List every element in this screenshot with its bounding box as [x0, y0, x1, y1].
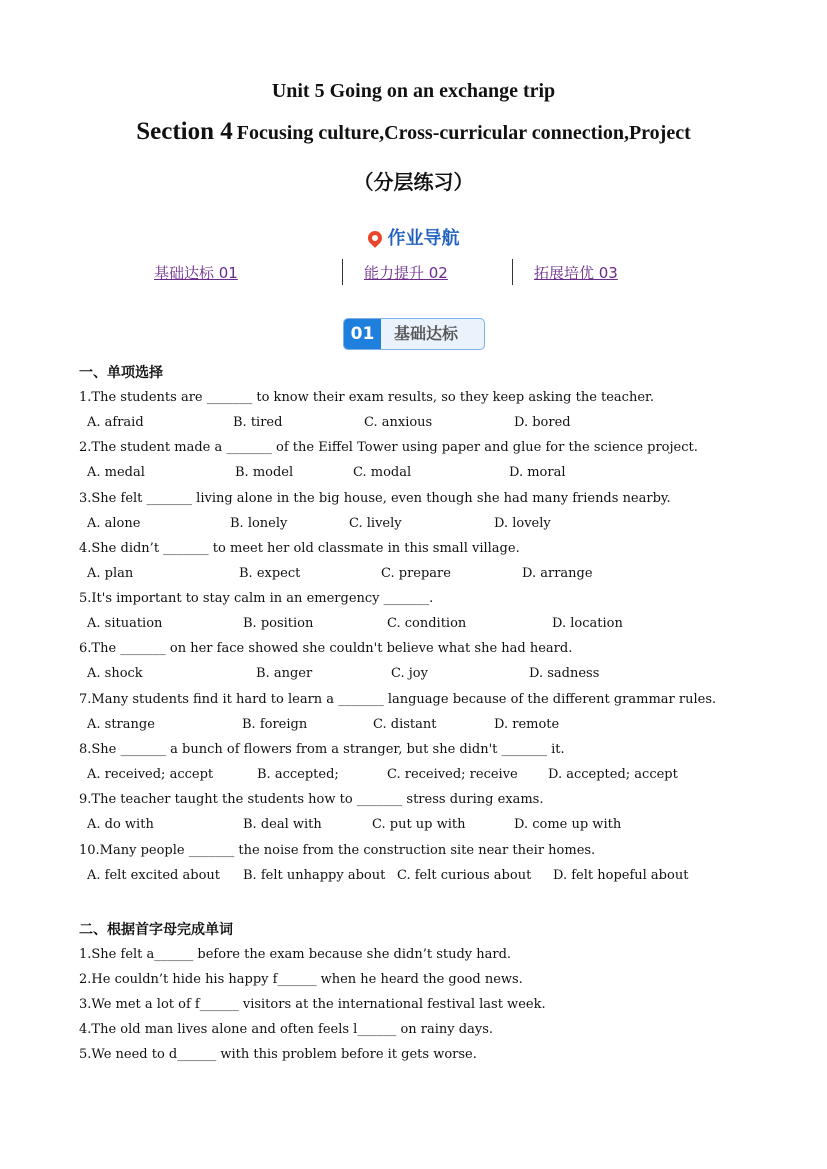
answer-option: A. afraid: [87, 415, 144, 430]
answer-option: C. distant: [373, 717, 437, 732]
nav-title-text: 作业导航: [387, 228, 460, 249]
section-number: Section 4: [136, 118, 233, 145]
badge-number: 01: [344, 319, 381, 349]
answer-option: A. strange: [87, 717, 155, 732]
location-pin-icon: [365, 228, 385, 248]
answer-option: D. moral: [509, 465, 566, 480]
question-stem: 7.Many students find it hard to learn a _______ language because of the different grammar rules.: [79, 692, 717, 707]
answer-option: C. joy: [391, 666, 428, 681]
answer-option: A. received; accept: [87, 767, 214, 782]
answer-option: C. prepare: [381, 566, 451, 581]
answer-option: C. felt curious about: [397, 868, 532, 883]
answer-option: B. model: [235, 465, 294, 480]
nav-link-ability[interactable]: 能力提升 02: [364, 264, 448, 282]
answer-option: D. arrange: [522, 566, 593, 581]
question-stem: 1.The students are _______ to know their exam results, so they keep asking the teacher.: [79, 390, 654, 405]
answer-option: C. condition: [387, 616, 467, 631]
answer-option: A. do with: [87, 817, 154, 832]
question-stem: 4.She didn’t _______ to meet her old classmate in this small village.: [79, 541, 520, 556]
answer-option: D. come up with: [514, 817, 622, 832]
answer-option: A. medal: [87, 465, 145, 480]
part1-heading: 一、单项选择: [79, 365, 163, 381]
fill-in-question: 3.We met a lot of f______ visitors at the international festival last week.: [79, 997, 546, 1012]
answer-option: D. bored: [514, 415, 571, 430]
answer-option: B. anger: [256, 666, 313, 681]
answer-option: B. felt unhappy about: [243, 868, 386, 883]
answer-option: B. deal with: [243, 817, 322, 832]
answer-option: B. position: [243, 616, 314, 631]
answer-option: C. put up with: [372, 817, 466, 832]
nav-divider: [512, 259, 513, 285]
question-stem: 6.The _______ on her face showed she couldn't believe what she had heard.: [79, 641, 573, 656]
answer-option: A. situation: [87, 616, 163, 631]
question-stem: 8.She _______ a bunch of flowers from a stranger, but she didn't _______ it.: [79, 742, 565, 757]
unit-title: Unit 5 Going on an exchange trip: [271, 80, 556, 102]
fill-in-question: 1.She felt a______ before the exam because she didn’t study hard.: [79, 947, 512, 962]
answer-option: D. location: [552, 616, 623, 631]
answer-option: B. expect: [239, 566, 301, 581]
answer-option: C. lively: [349, 516, 402, 531]
nav-divider: [342, 259, 343, 285]
answer-option: D. remote: [494, 717, 560, 732]
answer-option: A. alone: [87, 516, 141, 531]
answer-option: B. lonely: [230, 516, 288, 531]
question-stem: 3.She felt _______ living alone in the big house, even though she had many friends nearby.: [79, 491, 671, 506]
answer-option: A. felt excited about: [87, 868, 221, 883]
fill-in-question: 2.He couldn’t hide his happy f______ when he heard the good news.: [79, 972, 523, 987]
answer-option: A. plan: [87, 566, 134, 581]
answer-option: A. shock: [87, 666, 143, 681]
subtitle: （分层练习）: [353, 170, 474, 194]
answer-option: C. modal: [353, 465, 412, 480]
answer-option: C. received; receive: [387, 767, 518, 782]
section-badge: [343, 318, 485, 350]
section-title: [0, 118, 827, 146]
question-stem: 9.The teacher taught the students how to _______ stress during exams.: [79, 792, 544, 807]
answer-option: B. accepted;: [257, 767, 339, 782]
answer-option: B. foreign: [242, 717, 308, 732]
section-topic: Focusing culture,Cross-curricular connection,Project: [236, 122, 691, 144]
fill-in-question: 4.The old man lives alone and often feels l______ on rainy days.: [79, 1022, 493, 1037]
nav-link-basic[interactable]: 基础达标 01: [154, 264, 238, 282]
answer-option: D. felt hopeful about: [553, 868, 689, 883]
fill-in-question: 5.We need to d______ with this problem before it gets worse.: [79, 1047, 477, 1062]
question-stem: 5.It's important to stay calm in an emergency _______.: [79, 591, 434, 606]
answer-option: B. tired: [233, 415, 283, 430]
answer-option: D. lovely: [494, 516, 551, 531]
part2-heading: 二、根据首字母完成单词: [79, 922, 233, 938]
question-stem: 10.Many people _______ the noise from the construction site near their homes.: [79, 843, 596, 858]
nav-link-extension[interactable]: 拓展培优 03: [534, 264, 618, 282]
homework-nav-title: [0, 224, 827, 250]
answer-option: D. sadness: [529, 666, 600, 681]
badge-label: 基础达标: [394, 324, 459, 343]
answer-option: C. anxious: [364, 415, 433, 430]
question-stem: 2.The student made a _______ of the Eiffel Tower using paper and glue for the science project.: [79, 440, 698, 455]
answer-option: D. accepted; accept: [548, 767, 678, 782]
